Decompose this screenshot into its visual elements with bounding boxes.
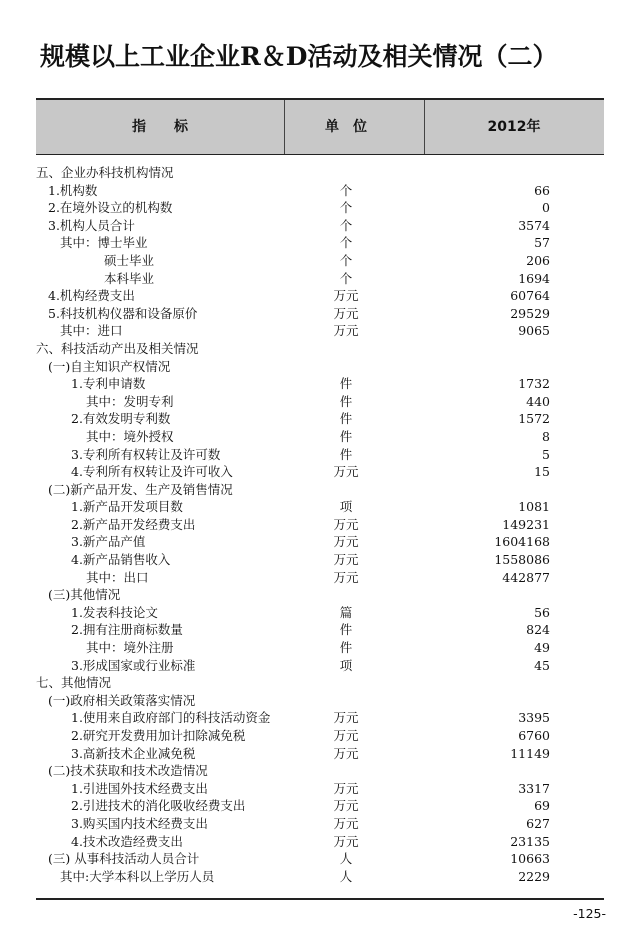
row-indicator: 4.专利所有权转让及许可收入 (71, 464, 233, 480)
row-indicator: 1.使用来自政府部门的科技活动资金 (71, 710, 271, 726)
row-value: 11149 (510, 745, 550, 761)
table-row (36, 727, 604, 745)
row-unit: 万元 (333, 815, 359, 831)
row-unit: 万元 (333, 710, 359, 726)
row-value: 0 (542, 200, 550, 216)
row-unit: 个 (339, 252, 353, 268)
row-value: 49 (534, 640, 550, 656)
row-unit: 万元 (333, 288, 359, 304)
row-indicator: 3.形成国家或行业标准 (71, 657, 196, 673)
row-value: 69 (534, 798, 550, 814)
row-unit: 万元 (333, 745, 359, 761)
table-row (36, 410, 604, 428)
header-indicator: 指 标 (132, 119, 188, 135)
row-unit: 人 (339, 851, 353, 867)
row-unit: 篇 (339, 604, 353, 620)
table-row (36, 533, 604, 551)
table-row (36, 270, 604, 288)
row-unit: 个 (339, 235, 353, 251)
table-row (36, 674, 604, 692)
row-value: 6760 (518, 728, 550, 743)
row-indicator: 5.科技机构仪器和设备原价 (48, 305, 198, 321)
row-value: 60764 (510, 288, 550, 304)
row-indicator: 1.发表科技论文 (71, 604, 158, 620)
row-indicator: 六、科技活动产出及相关情况 (36, 340, 199, 356)
row-unit: 件 (339, 446, 353, 462)
row-indicator: 其中：境外授权 (86, 428, 174, 444)
table-row (36, 850, 604, 868)
row-indicator: 五、企业办科技机构情况 (36, 165, 174, 180)
row-value: 824 (526, 622, 550, 638)
row-unit: 万元 (333, 305, 359, 321)
row-unit: 万元 (333, 728, 359, 743)
table-row (36, 657, 604, 675)
table-row (36, 797, 604, 815)
table-row (36, 621, 604, 639)
row-value: 627 (526, 815, 550, 831)
header-unit: 单 位 (325, 119, 367, 135)
row-indicator: 其中：境外注册 (86, 640, 174, 656)
table-row (36, 833, 604, 851)
row-unit: 个 (339, 182, 353, 198)
row-indicator: 1.机构数 (48, 182, 98, 198)
table-row (36, 234, 604, 252)
row-indicator: 2.在境外设立的机构数 (48, 200, 173, 216)
row-indicator: 七、其他情况 (36, 675, 112, 691)
row-value: 15 (534, 464, 550, 480)
row-indicator: (三) 从事科技活动人员合计 (48, 851, 200, 867)
table-row (36, 780, 604, 798)
row-unit: 万元 (333, 798, 359, 814)
row-value: 3574 (518, 217, 550, 233)
table-row (36, 322, 604, 340)
table-row (36, 393, 604, 411)
row-indicator: 2.拥有注册商标数量 (71, 622, 183, 638)
row-indicator: 1.引进国外技术经费支出 (71, 780, 208, 796)
row-indicator: 其中：进口 (60, 323, 123, 339)
table-row (36, 481, 604, 499)
table-row (36, 745, 604, 763)
row-unit: 万元 (333, 516, 359, 532)
row-unit: 件 (339, 622, 353, 638)
row-value: 9065 (518, 323, 550, 339)
row-value: 23135 (510, 833, 550, 849)
row-value: 66 (534, 182, 550, 198)
row-value: 149231 (502, 516, 550, 532)
row-indicator: 2.新产品开发经费支出 (71, 516, 196, 532)
row-indicator: 本科毕业 (104, 270, 155, 286)
row-indicator: 其中：博士毕业 (60, 235, 148, 251)
table-row (36, 358, 604, 376)
table-row (36, 498, 604, 516)
row-value: 1732 (518, 376, 550, 392)
row-unit: 个 (339, 217, 353, 233)
table-row (36, 586, 604, 604)
table-row (36, 340, 604, 358)
row-unit: 万元 (333, 569, 359, 585)
table-row (36, 375, 604, 393)
row-unit: 万元 (333, 464, 359, 480)
row-unit: 个 (339, 270, 353, 286)
table-row (36, 428, 604, 446)
table-row (36, 815, 604, 833)
row-unit: 件 (339, 428, 353, 444)
table-row (36, 639, 604, 657)
table-row (36, 709, 604, 727)
row-value: 3395 (518, 710, 550, 726)
row-indicator: (二)技术获取和技术改造情况 (48, 763, 208, 779)
row-unit: 万元 (333, 534, 359, 550)
row-unit: 万元 (333, 552, 359, 568)
table-row (36, 305, 604, 323)
row-value: 442877 (502, 569, 550, 585)
row-value: 1604168 (494, 534, 550, 550)
row-indicator: (二)新产品开发、生产及销售情况 (48, 481, 233, 497)
row-indicator: 3.购买国内技术经费支出 (71, 815, 208, 831)
row-value: 45 (534, 657, 550, 673)
table-row (36, 182, 604, 200)
row-indicator: (一)政府相关政策落实情况 (48, 692, 196, 708)
row-unit: 项 (339, 499, 353, 515)
row-unit: 人 (339, 868, 353, 884)
row-indicator: (一)自主知识产权情况 (48, 358, 171, 374)
bottom-rule (36, 898, 604, 900)
header-year: 2012年 (487, 119, 541, 135)
table-row (36, 164, 604, 182)
row-indicator: 1.专利申请数 (71, 376, 146, 392)
table-row (36, 287, 604, 305)
row-unit: 件 (339, 640, 353, 656)
row-unit: 万元 (333, 323, 359, 339)
table-row (36, 252, 604, 270)
page-number: -125- (573, 906, 606, 921)
row-unit: 个 (339, 200, 353, 216)
row-value: 3317 (518, 780, 550, 796)
row-indicator: 3.机构人员合计 (48, 217, 135, 233)
table-header (36, 98, 604, 155)
row-value: 1572 (518, 411, 550, 427)
row-value: 1694 (518, 270, 550, 286)
row-unit: 件 (339, 411, 353, 427)
table-row (36, 516, 604, 534)
table-row (36, 463, 604, 481)
table-row (36, 692, 604, 710)
row-indicator: 硕士毕业 (104, 252, 155, 268)
row-unit: 项 (339, 657, 353, 673)
table-row (36, 762, 604, 780)
row-value: 57 (534, 235, 550, 251)
row-unit: 件 (339, 393, 353, 409)
row-indicator: 2.引进技术的消化吸收经费支出 (71, 798, 246, 814)
row-indicator: 其中：发明专利 (86, 393, 174, 409)
table-row (36, 199, 604, 217)
table-row (36, 446, 604, 464)
row-indicator: 3.专利所有权转让及许可数 (71, 446, 221, 462)
row-unit: 万元 (333, 780, 359, 796)
row-value: 2229 (518, 868, 550, 884)
page-title: 规模以上工业企业R＆D活动及相关情况（二） (40, 42, 558, 71)
table-body (36, 164, 604, 885)
row-value: 206 (526, 252, 550, 268)
row-indicator: 4.新产品销售收入 (71, 552, 171, 568)
row-value: 10663 (510, 851, 550, 867)
table-row (36, 868, 604, 886)
row-unit: 万元 (333, 833, 359, 849)
row-value: 1081 (518, 499, 550, 515)
table-row (36, 551, 604, 569)
table-row (36, 569, 604, 587)
table-row (36, 217, 604, 235)
row-indicator: 2.有效发明专利数 (71, 411, 171, 427)
row-indicator: 其中:大学本科以上学历人员 (60, 868, 215, 884)
row-value: 56 (534, 604, 550, 620)
row-indicator: 3.新产品产值 (71, 534, 146, 550)
row-unit: 件 (339, 376, 353, 392)
row-indicator: (三)其他情况 (48, 587, 121, 603)
row-value: 29529 (510, 305, 550, 321)
table-row (36, 604, 604, 622)
row-indicator: 4.机构经费支出 (48, 288, 135, 304)
row-value: 8 (542, 428, 550, 444)
row-indicator: 2.研究开发费用加计扣除减免税 (71, 728, 246, 743)
row-value: 5 (542, 446, 550, 462)
row-indicator: 4.技术改造经费支出 (71, 833, 183, 849)
row-indicator: 1.新产品开发项目数 (71, 499, 183, 515)
row-value: 1558086 (494, 552, 550, 568)
row-indicator: 其中：出口 (86, 569, 149, 585)
row-value: 440 (526, 393, 550, 409)
row-indicator: 3.高新技术企业减免税 (71, 745, 196, 761)
